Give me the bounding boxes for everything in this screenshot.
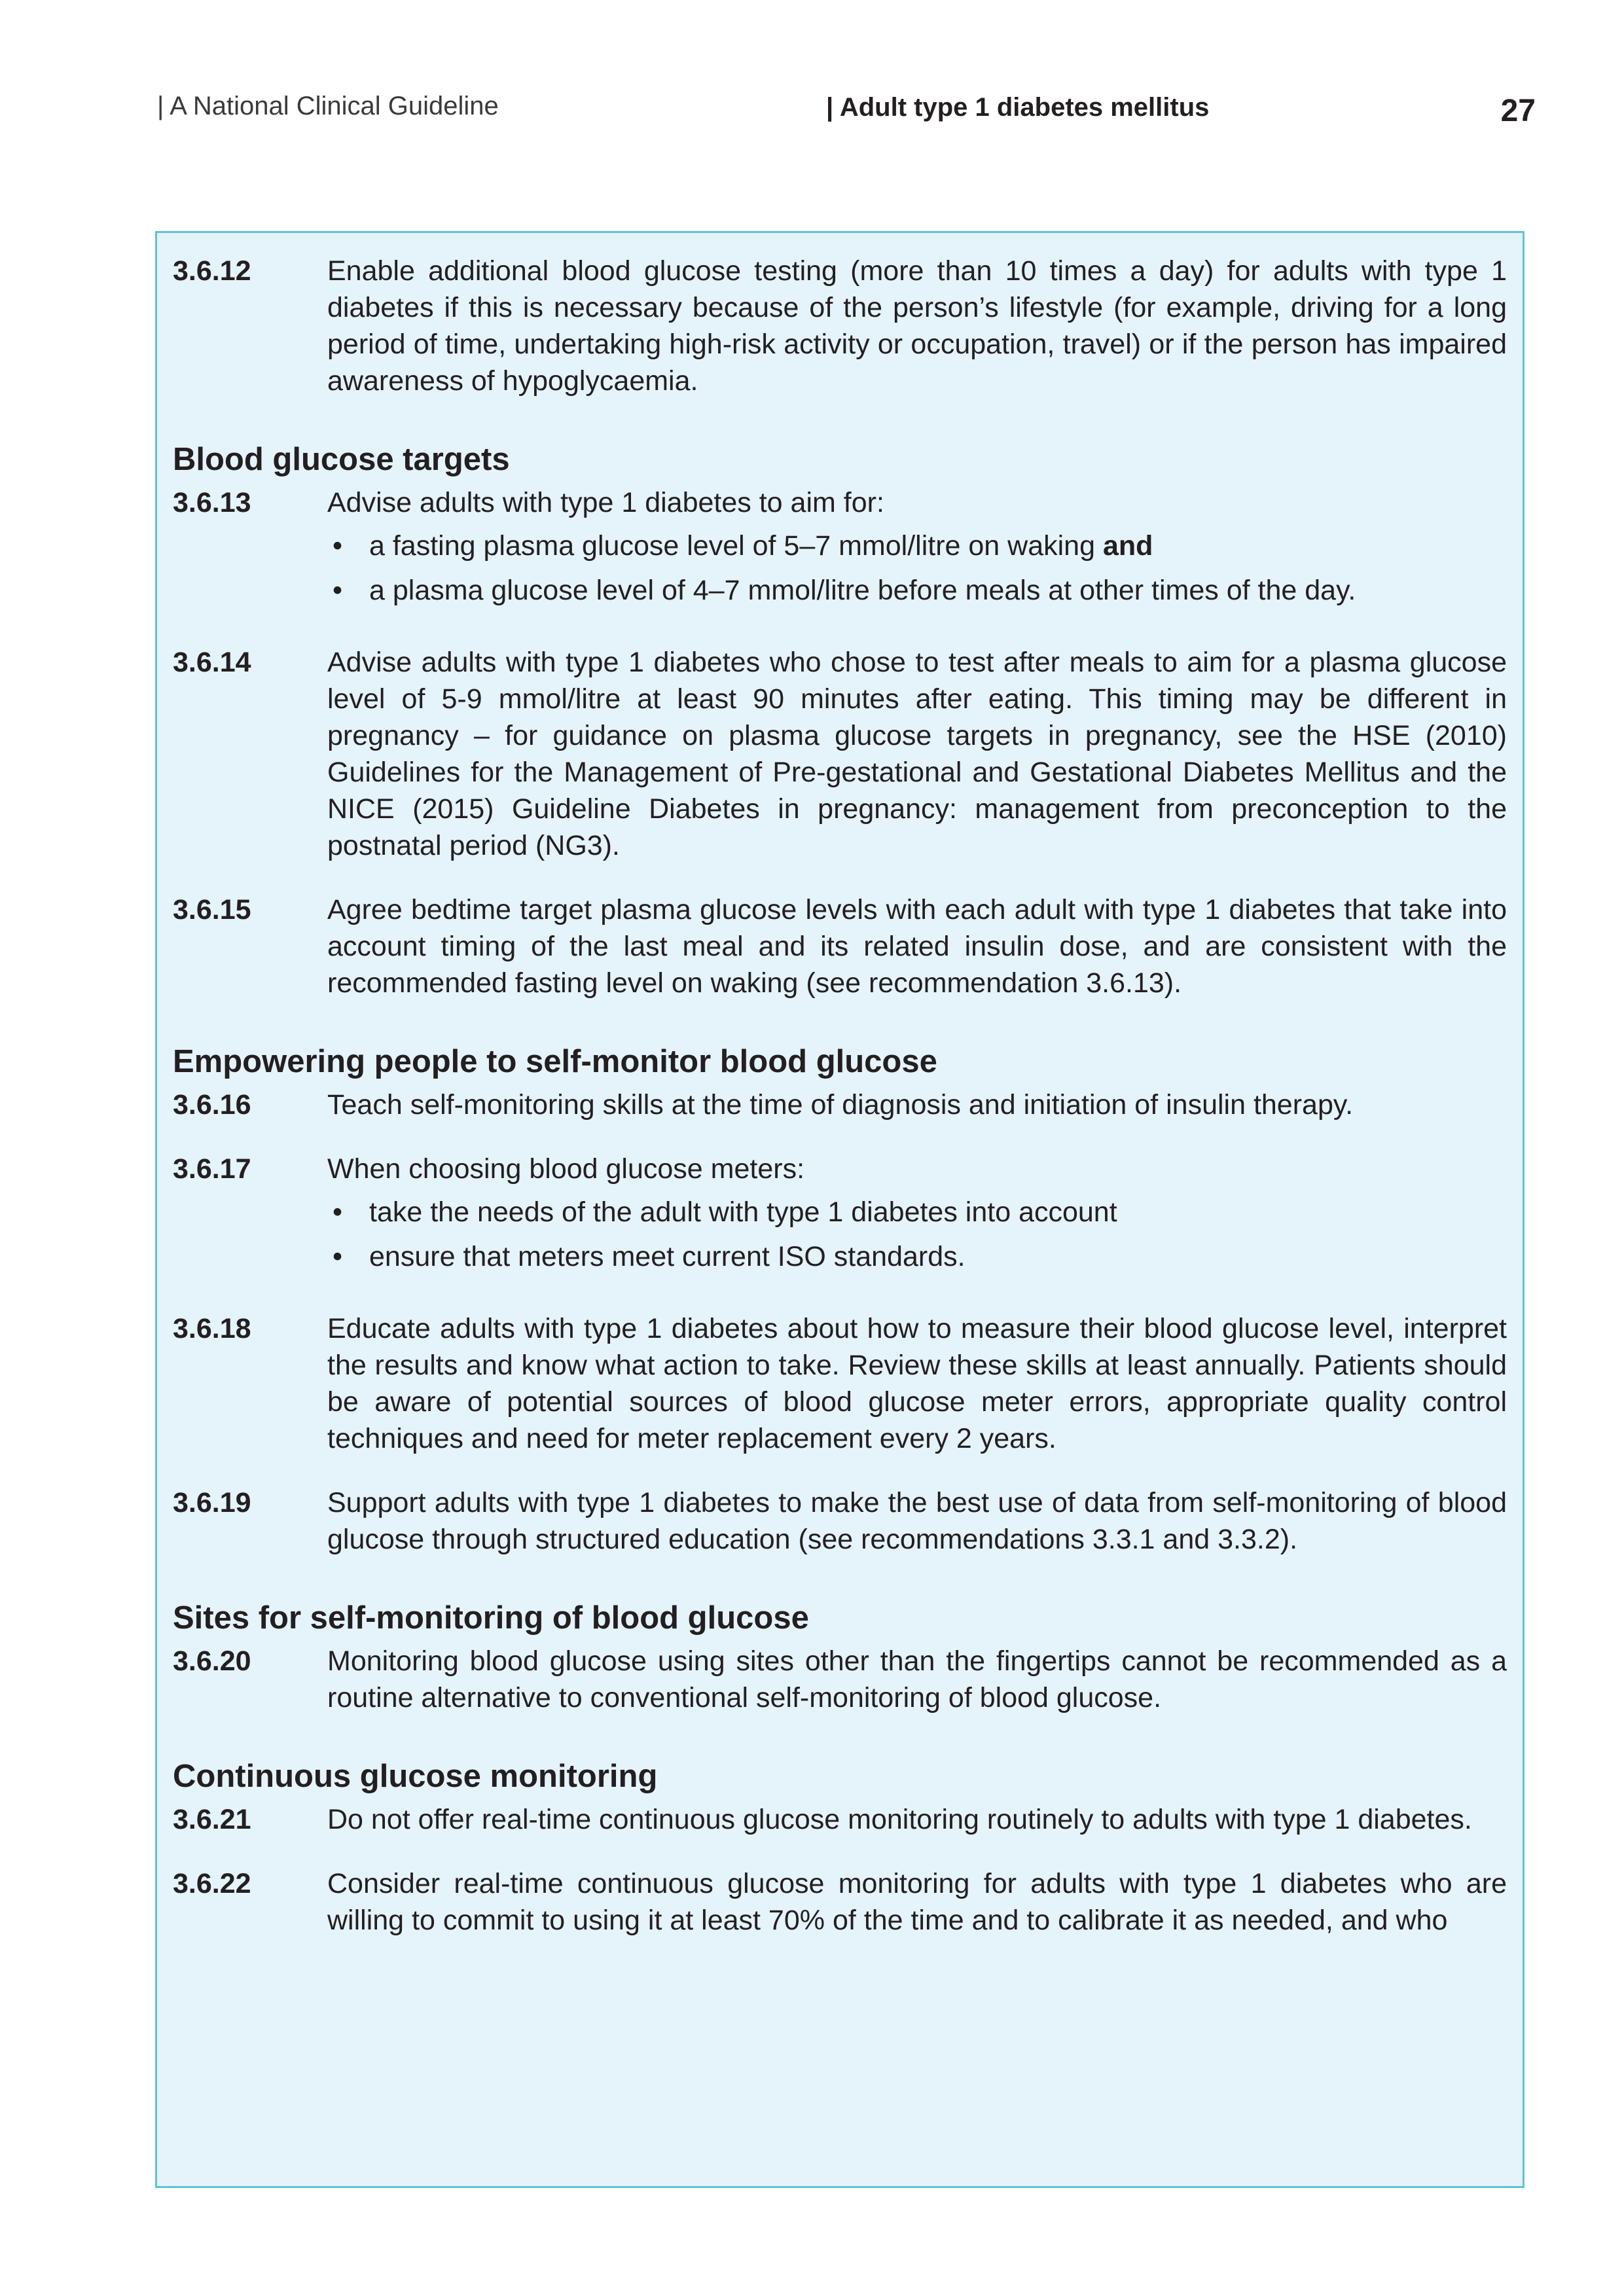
recommendation-3-6-13 [173,484,1507,617]
recommendation-3-6-12 [173,253,1507,399]
recommendation-text: Teach self-monitoring skills at the time of diagnosis and initiation of insulin therapy. [327,1089,1354,1121]
recommendation-text: Enable additional blood glucose testing (more than 10 times a day) for adults with type 1 diabetes if this is necessary because of the person’s lifestyle (for example, driving for a long period of time, undertaking high-risk activity or occupation, travel) or if the person has impaired awareness of hypoglycaemia. [327,255,1507,397]
recommendation-text: Agree bedtime target plasma glucose levels with each adult with type 1 diabetes that take into account timing of the last meal and its related insulin dose, and are consistent with the recommended fasting level on waking (see recommendation 3.6.13). [327,894,1507,999]
running-header-left: | A National Clinical Guideline [157,92,499,120]
recommendation-number: 3.6.12 [173,255,251,287]
recommendation-body [327,1151,1507,1283]
section-heading-empowering: Empowering people to self-monitor blood glucose [173,1044,937,1079]
recommendation-3-6-18 [173,1310,1507,1457]
recommendation-number: 3.6.15 [173,894,251,925]
bullet-text: a fasting plasma glucose level of 5–7 mmol/litre on waking [369,530,1096,562]
recommendation-text: Advise adults with type 1 diabetes who chose to test after meals to aim for a plasma glucose level of 5-9 mmol/litre at least 90 minutes after eating. This timing may be different in pregnancy – for guidance on plasma glucose targets in pregnancy, see the HSE (2010) Guidelines for the Management of Pre-gestational and Gestational Diabetes Mellitus and the NICE (2015) Guideline Diabetes in pregnancy: management from preconception to the postnatal period (NG3). [327,647,1507,861]
list-item [327,572,1507,609]
recommendation-3-6-22 [173,1865,1507,1939]
recommendations-box [155,231,1525,2188]
recommendation-number: 3.6.13 [173,487,251,518]
bullet-emphasis: and [1102,530,1153,562]
section-heading-blood-glucose-targets: Blood glucose targets [173,442,510,477]
recommendation-text: Educate adults with type 1 diabetes about how to measure their blood glucose level, interpret the results and know what action to take. Review these skills at least annually. Patients should be aware of potential sources of blood glucose meter errors, appropriate quality control techniques and need for meter replacement every 2 years. [327,1313,1507,1454]
recommendation-text: Consider real-time continuous glucose monitoring for adults with type 1 diabetes who are willing to commit to using it at least 70% of the time and to calibrate it as needed, and who [327,1868,1507,1936]
section-heading-cgm: Continuous glucose monitoring [173,1759,658,1794]
recommendation-text: When choosing blood glucose meters: [327,1153,805,1185]
recommendation-body [327,484,1507,617]
recommendation-number: 3.6.17 [173,1153,251,1185]
recommendation-3-6-21 [173,1801,1507,1838]
bullet-list [327,1194,1507,1275]
recommendation-3-6-20 [173,1643,1507,1716]
recommendation-number: 3.6.18 [173,1313,251,1344]
recommendation-text: Monitoring blood glucose using sites other than the fingertips cannot be recommended as a routine alternative to conventional self-monitoring of blood glucose. [327,1645,1507,1713]
recommendation-number: 3.6.20 [173,1645,251,1677]
recommendation-3-6-16 [173,1086,1507,1123]
recommendation-number: 3.6.14 [173,647,251,678]
bullet-text: a plasma glucose level of 4–7 mmol/litre before meals at other times of the day. [369,575,1356,606]
section-heading-sites: Sites for self-monitoring of blood glucose [173,1600,809,1636]
recommendation-3-6-19 [173,1484,1507,1558]
list-item [327,528,1507,564]
recommendation-text: Support adults with type 1 diabetes to make the best use of data from self-monitoring of blood glucose through structured education (see recommendations 3.3.1 and 3.3.2). [327,1487,1507,1555]
recommendation-3-6-14 [173,644,1507,864]
page-number: 27 [1500,94,1536,128]
list-item: • ensure that meters meet current ISO standards. [327,1238,1507,1275]
recommendation-3-6-15 [173,891,1507,1001]
recommendation-3-6-17 [173,1151,1507,1283]
recommendation-number: 3.6.16 [173,1089,251,1121]
bullet-list [327,528,1507,609]
recommendation-text: Advise adults with type 1 diabetes to aim for: [327,487,884,518]
running-header-title: | Adult type 1 diabetes mellitus [826,93,1210,122]
recommendation-text: Do not offer real-time continuous glucose monitoring routinely to adults with type 1 diabetes. [327,1804,1472,1835]
list-item: • take the needs of the adult with type 1 diabetes into account [327,1194,1507,1230]
recommendation-number: 3.6.21 [173,1804,251,1835]
recommendation-number: 3.6.22 [173,1868,251,1899]
recommendation-number: 3.6.19 [173,1487,251,1518]
